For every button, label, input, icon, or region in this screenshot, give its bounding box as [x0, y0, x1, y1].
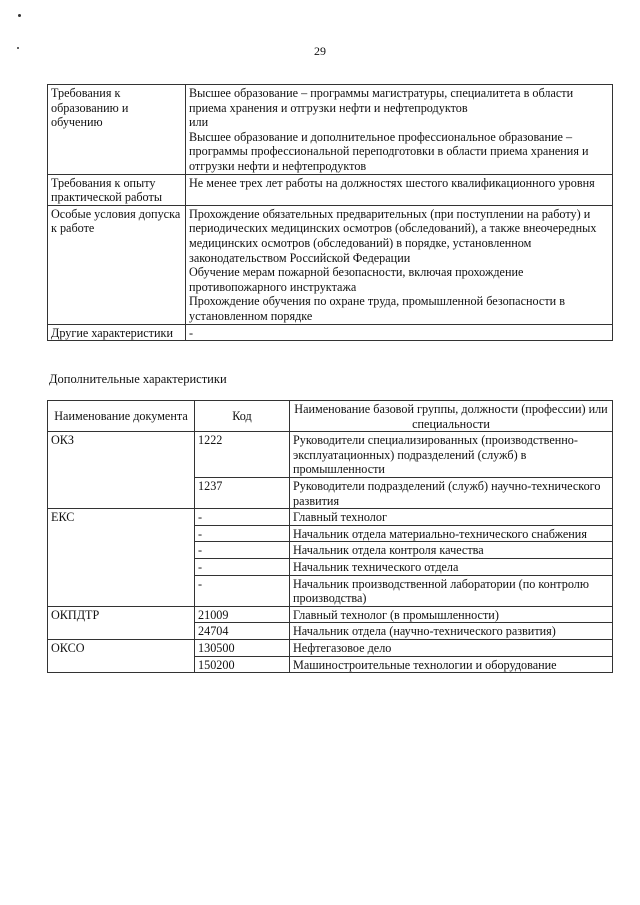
requirement-line: Высшее образование и дополнительное профессиональное образование – программы профессиональной переподготовки в области приема хранения и отгрузки нефти и нефтепродуктов — [189, 129, 589, 173]
additional-characteristics-table — [47, 400, 613, 673]
table-row — [48, 606, 613, 623]
code-cell: - — [195, 575, 290, 606]
document-name: ОКСО — [48, 639, 195, 672]
code-cell: 130500 — [195, 639, 290, 656]
code-cell: - — [195, 509, 290, 526]
name-cell: Главный технолог (в промышленности) — [290, 606, 613, 623]
requirement-label: Требования к опыту практической работы — [48, 174, 186, 205]
requirement-value — [186, 324, 613, 341]
requirement-label: Требования к образованию и обучению — [48, 85, 186, 175]
code-cell: 1237 — [195, 477, 290, 508]
name-cell: Начальник отдела контроля качества — [290, 542, 613, 559]
name-cell: Начальник отдела (научно-технического развития) — [290, 623, 613, 640]
requirement-line: Прохождение обязательных предварительных (при поступлении на работу) и периодических медицинских осмотров (обследований), а также внеочередных медицинских осмотров (обследований) в порядке, установленном законодательством Российской Федерации — [189, 206, 597, 265]
table-row — [48, 205, 613, 324]
code-cell: 150200 — [195, 656, 290, 673]
column-header: Наименование базовой группы, должности (профессии) или специальности — [290, 401, 613, 432]
table-row — [48, 432, 613, 478]
requirement-value — [186, 85, 613, 175]
name-cell: Руководители специализированных (производственно-эксплуатационных) подразделений (служб) в промышленности — [290, 432, 613, 478]
name-cell: Главный технолог — [290, 509, 613, 526]
requirement-line: Прохождение обучения по охране труда, промышленной безопасности в установленном порядке — [189, 294, 565, 323]
document-name: ОКПДТР — [48, 606, 195, 639]
name-cell: Начальник технического отдела — [290, 558, 613, 575]
name-cell: Машиностроительные технологии и оборудование — [290, 656, 613, 673]
code-cell: 24704 — [195, 623, 290, 640]
requirement-line: - — [189, 325, 194, 340]
requirement-label: Другие характеристики — [48, 324, 186, 341]
code-cell: - — [195, 525, 290, 542]
column-header: Код — [195, 401, 290, 432]
column-header: Наименование документа — [48, 401, 195, 432]
requirement-line: Не менее трех лет работы на должностях шестого квалификационного уровня — [189, 175, 595, 190]
requirement-label: Особые условия допуска к работе — [48, 205, 186, 324]
requirement-value — [186, 174, 613, 205]
document-name: ЕКС — [48, 509, 195, 607]
requirement-line: Высшее образование – программы магистратуры, специалитета в области приема хранения и отгрузки нефти и нефтепродуктов — [189, 86, 574, 115]
table-row — [48, 324, 613, 341]
requirements-table — [47, 84, 613, 341]
table-header-row — [48, 401, 613, 432]
section-heading: Дополнительные характеристики — [49, 372, 227, 386]
table-row — [48, 85, 613, 175]
code-cell: - — [195, 542, 290, 559]
name-cell: Руководители подразделений (служб) научно-технического развития — [290, 477, 613, 508]
code-cell: 21009 — [195, 606, 290, 623]
requirement-line: или — [189, 115, 209, 130]
name-cell: Начальник производственной лаборатории (по контролю производства) — [290, 575, 613, 606]
requirement-value — [186, 205, 613, 324]
table-row — [48, 509, 613, 526]
code-cell: - — [195, 558, 290, 575]
code-cell: 1222 — [195, 432, 290, 478]
table-row — [48, 639, 613, 656]
page-number: 29 — [314, 44, 326, 58]
requirement-line: Обучение мерам пожарной безопасности, включая прохождение противопожарного инструктажа — [189, 265, 524, 294]
name-cell: Начальник отдела материально-технического снабжения — [290, 525, 613, 542]
name-cell: Нефтегазовое дело — [290, 639, 613, 656]
document-name: ОКЗ — [48, 432, 195, 509]
table-row — [48, 174, 613, 205]
scan-mark — [18, 14, 21, 17]
